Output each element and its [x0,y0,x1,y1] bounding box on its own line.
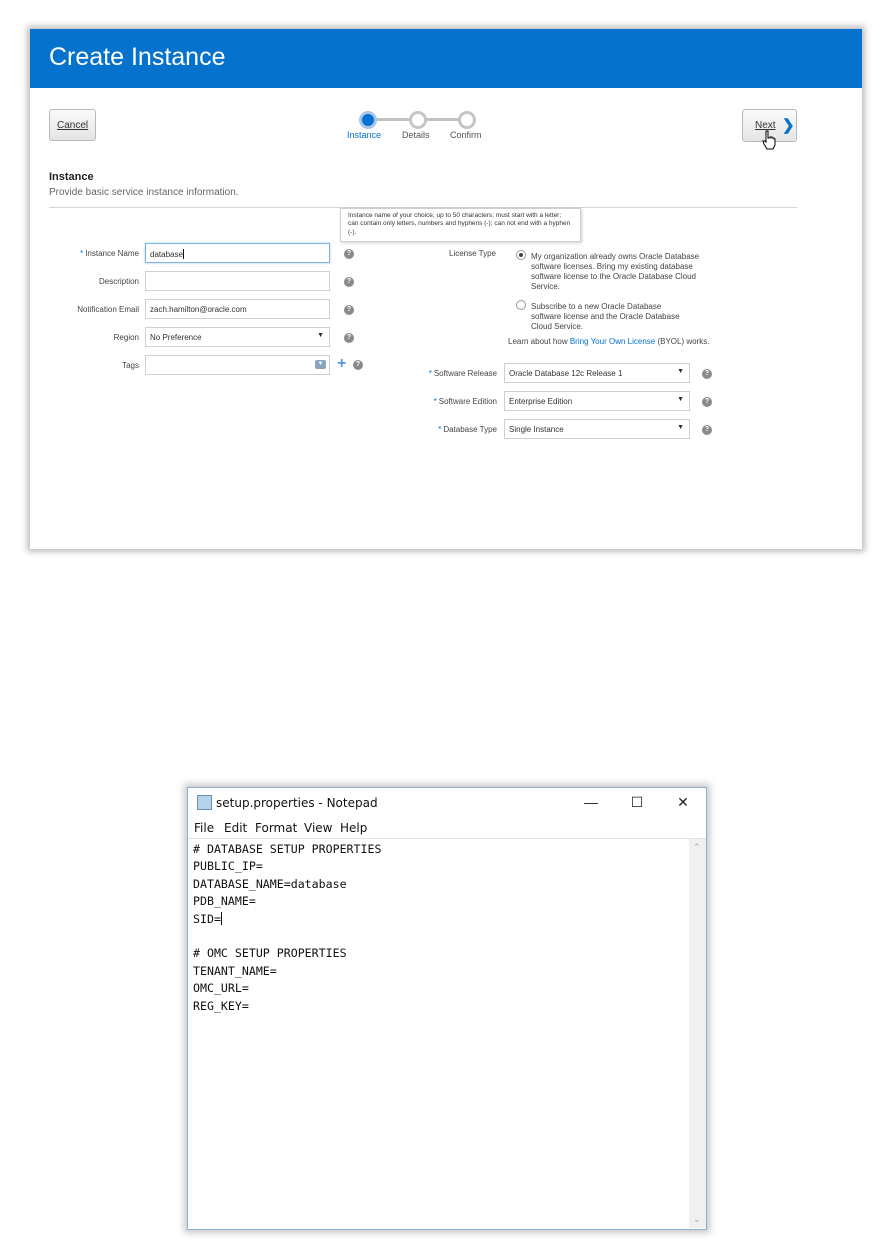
description-input[interactable] [145,271,330,291]
maximize-icon[interactable]: ☐ [630,794,644,810]
menu-view[interactable]: View [304,821,333,835]
license-byol-text: My organization already owns Oracle Database software licenses. Bring my existing database software license to the Oracle Database Cloud Service. [531,252,700,291]
window-title: setup.properties - Notepad [216,796,378,810]
train-stop-details[interactable] [409,111,427,129]
database-type-label: * Database Type [438,425,497,434]
help-icon[interactable]: ? [344,333,354,343]
region-select[interactable]: No Preference ▼ [145,327,330,347]
page-header [30,29,862,88]
create-instance-panel [30,29,862,549]
dropdown-caret-icon[interactable]: ▼ [315,360,326,369]
software-release-select[interactable]: Oracle Database 12c Release 1 ▼ [504,363,690,383]
text-line: SID= [193,911,221,926]
train-stop-confirm[interactable] [458,111,476,129]
instance-name-tooltip: Instance name of your choice, up to 50 characters; must start with a letter; can contain only letters, numbers and hyphens (-); can not end with a hyphen (-). [340,208,581,242]
software-edition-label: * Software Edition [433,397,497,406]
help-icon[interactable]: ? [344,277,354,287]
text-editor[interactable] [193,841,685,1015]
section-subtitle: Provide basic service instance information. [49,187,239,198]
software-release-label: * Software Release [428,369,497,378]
scroll-up-icon[interactable]: ⌃ [693,842,701,852]
byol-learn-text: Learn about how Bring Your Own License (BYOL) works. [508,337,710,346]
license-subscribe-text: Subscribe to a new Oracle Database software license and the Oracle Database Cloud Service. [531,302,680,331]
chevron-right-icon: ❯ [782,117,795,134]
text-line: REG_KEY= [193,998,249,1013]
software-edition-select[interactable]: Enterprise Edition ▼ [504,391,690,411]
page-title: Create Instance [49,43,226,71]
text-line: PDB_NAME= [193,894,256,909]
license-subscribe-radio[interactable] [516,300,526,310]
menu-edit[interactable]: Edit [224,821,248,835]
byol-link[interactable]: Bring Your Own License [569,337,656,346]
menu-file[interactable]: File [194,821,215,835]
menu-format[interactable]: Format [255,821,298,835]
help-icon[interactable]: ? [702,397,712,407]
region-label: Region [113,333,139,342]
section-title: Instance [49,171,94,183]
text-line: PUBLIC_IP= [193,859,263,874]
tags-input[interactable] [145,355,330,375]
notepad-window [187,787,707,1230]
minimize-icon[interactable]: — [584,794,598,810]
license-type-label: License Type [449,249,496,258]
menu-help[interactable]: Help [340,821,368,835]
text-line [193,928,685,945]
instance-name-input[interactable]: database [145,243,330,263]
dropdown-caret-icon: ▼ [317,332,324,339]
license-byol-radio[interactable] [516,250,526,260]
plus-icon[interactable]: + [337,355,347,372]
help-icon[interactable]: ? [702,425,712,435]
description-label: Description [98,277,139,286]
dropdown-caret-icon: ▼ [677,396,684,403]
help-icon[interactable]: ? [344,305,354,315]
close-icon[interactable]: ✕ [677,794,689,810]
cancel-button-label: Cancel [57,120,89,131]
text-line: OMC_URL= [193,981,249,996]
help-icon[interactable]: ? [353,360,363,370]
text-line: DATABASE_NAME=database [193,876,347,891]
scroll-down-icon[interactable]: ⌄ [693,1214,701,1224]
menu-divider [188,838,706,839]
tags-label: Tags [122,361,139,370]
cancel-button[interactable] [49,109,96,141]
train-label-confirm: Confirm [450,130,482,140]
text-line: # DATABASE SETUP PROPERTIES [193,842,382,856]
vertical-scrollbar[interactable] [689,839,706,1228]
notepad-app-icon [197,795,212,810]
help-icon[interactable]: ? [344,249,354,259]
next-button-label: Next [755,120,776,131]
train-stop-instance[interactable] [359,111,377,129]
help-icon[interactable]: ? [702,369,712,379]
text-caret [221,912,222,925]
dropdown-caret-icon: ▼ [677,368,684,375]
text-line: # OMC SETUP PROPERTIES [193,946,347,961]
instance-name-label: * Instance Name [80,249,139,258]
database-type-select[interactable]: Single Instance ▼ [504,419,690,439]
train-label-instance: Instance [347,130,382,140]
text-line: TENANT_NAME= [193,963,277,978]
notification-email-input[interactable]: zach.hamilton@oracle.com [145,299,330,319]
hand-cursor-icon [762,130,776,150]
train-label-details: Details [402,130,430,140]
dropdown-caret-icon: ▼ [677,424,684,431]
notification-email-label: Notification Email [77,305,139,314]
